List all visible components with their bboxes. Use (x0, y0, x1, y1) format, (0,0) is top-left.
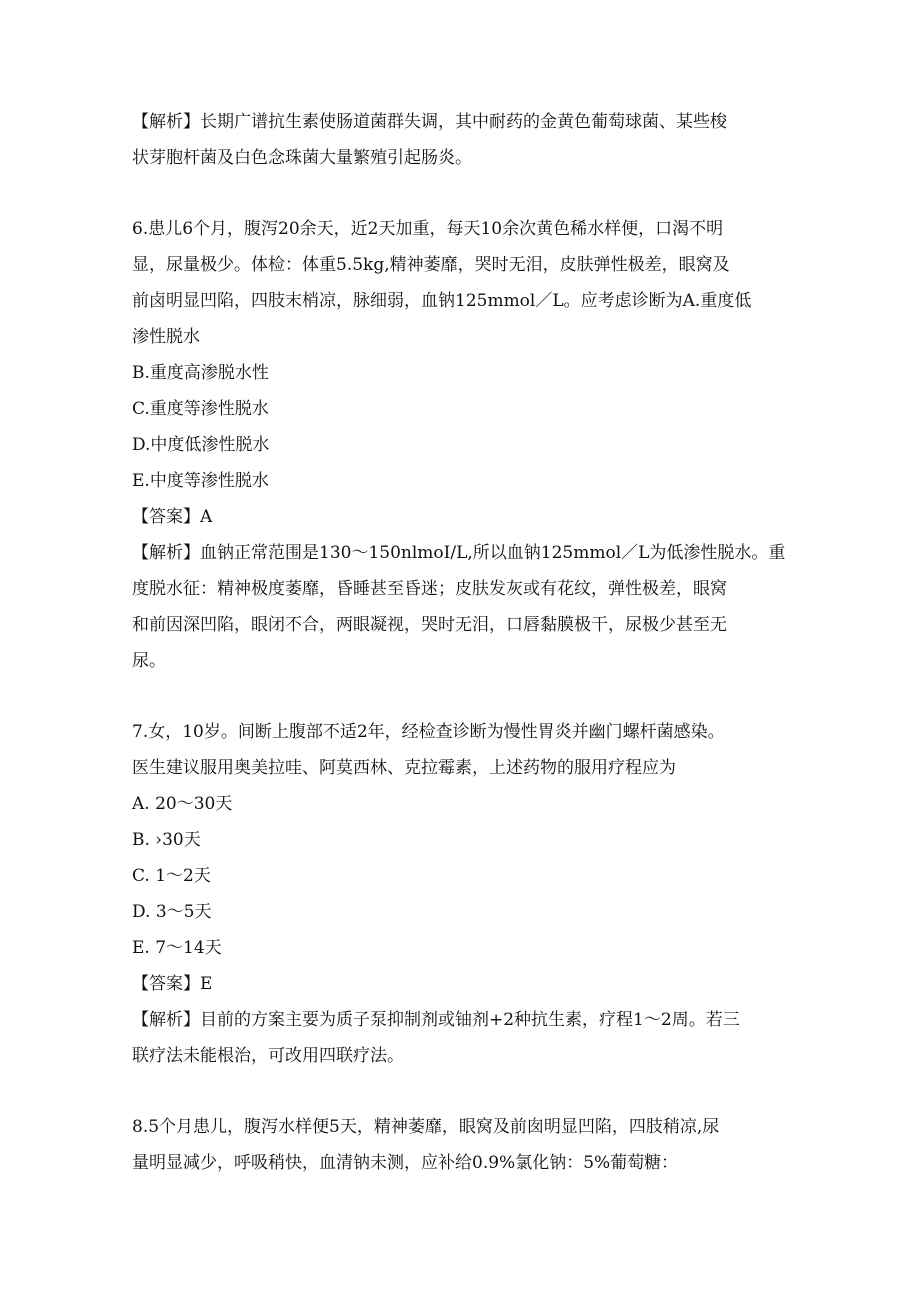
text-line: 医生建议服用奥美拉哇、阿莫西林、克拉霉素，上述药物的服用疗程应为 (132, 758, 676, 778)
question-7-answer: 【答案】E (132, 974, 213, 994)
question-6-stem (132, 211, 792, 355)
question-6-answer: 【答案】A (132, 507, 213, 527)
text-line: 联疗法未能根治，可改用四联疗法。 (132, 1046, 404, 1066)
paragraph-gap (132, 679, 792, 714)
question-7-options (132, 786, 792, 966)
option-d: D.中度低渗性脱水 (132, 435, 270, 455)
text-line: 【解析】血钠正常范围是130～150nlmoI/L,所以血钠125mmol／L为低渗性脱水。重 (132, 543, 786, 563)
option-e: E. 7～14天 (132, 938, 222, 958)
text-line: 【解析】长期广谱抗生素使肠道菌群失调，其中耐药的金黄色葡萄球菌、某些梭 (132, 112, 727, 132)
question-7-explanation (132, 1002, 792, 1074)
option-d: D. 3～5天 (132, 902, 212, 922)
text-line: 显，尿量极少。体检：体重5.5kg,精神萎靡，哭时无泪，皮肤弹性极差，眼窝及 (132, 255, 730, 275)
option-e: E.中度等渗性脱水 (132, 471, 269, 491)
option-b: B.重度高渗脱水性 (132, 363, 269, 383)
explanation-paragraph (132, 104, 792, 176)
option-b: B. ›30天 (132, 830, 201, 850)
question-7-stem (132, 714, 792, 786)
text-line: 状芽胞杆菌及白色念珠菌大量繁殖引起肠炎。 (132, 148, 472, 168)
question-6-explanation (132, 535, 792, 679)
text-line: 渗性脱水 (132, 327, 200, 347)
option-a: A. 20～30天 (132, 794, 233, 814)
text-line: 前卤明显凹陷，四肢末梢凉，脉细弱，血钠125mmol／L。应考虑诊断为A.重度低 (132, 291, 752, 311)
text-line: 6.患儿6个月，腹泻20余天，近2天加重，每天10余次黄色稀水样便，口渴不明 (132, 219, 724, 239)
option-c: C.重度等渗性脱水 (132, 399, 269, 419)
option-c: C. 1～2天 (132, 866, 211, 886)
paragraph-gap (132, 176, 792, 211)
text-line: 尿。 (132, 651, 166, 671)
question-6-options (132, 355, 792, 499)
text-line: 7.女，10岁。间断上腹部不适2年，经检查诊断为慢性胃炎并幽门螺杆菌感染。 (132, 722, 725, 742)
text-line: 量明显减少，呼吸稍快，血清钠未测，应补给0.9%氯化钠：5%葡萄糖： (132, 1153, 679, 1173)
text-line: 8.5个月患儿，腹泻水样便5天，精神萎靡，眼窝及前囱明显凹陷，四肢稍凉,尿 (132, 1117, 720, 1137)
text-line: 【解析】目前的方案主要为质子泵抑制剂或铀剂+2种抗生素，疗程1～2周。若三 (132, 1010, 740, 1030)
paragraph-gap (132, 1074, 792, 1109)
question-8-stem (132, 1109, 792, 1181)
document-body (132, 104, 792, 1181)
text-line: 度脱水征：精神极度萎靡，昏睡甚至昏迷；皮肤发灰或有花纹，弹性极差，眼窝 (132, 579, 727, 599)
text-line: 和前因深凹陷，眼闭不合，两眼凝视，哭时无泪，口唇黏膜极干，尿极少甚至无 (132, 615, 727, 635)
